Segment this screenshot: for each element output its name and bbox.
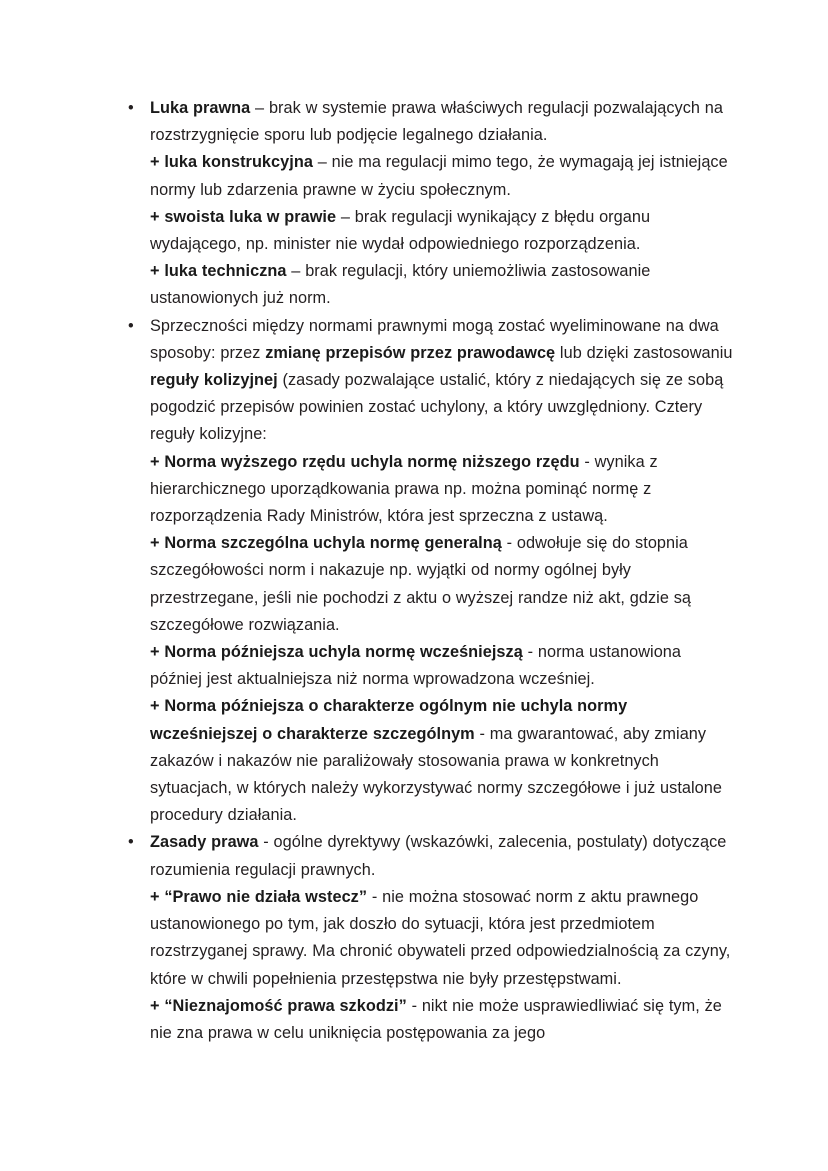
separator-dash: -: [501, 534, 517, 553]
paragraph-zasada-prawo-nie-dziala-wstecz: [150, 884, 735, 993]
paragraph-luka-prawna-def: [150, 95, 735, 149]
term-definition: norma ustanowiona później jest aktualniejsza niż norma wprowadzona wcześniej.: [150, 643, 682, 689]
bullet-point-icon: •: [128, 316, 134, 335]
separator-dash: -: [367, 887, 383, 906]
separator-dash: -: [406, 996, 422, 1015]
term-definition: ogólne dyrektywy (wskazówki, zalecenia, postulaty) dotyczące rozumienia regulacji prawnych.: [150, 833, 727, 879]
separator-dash: –: [286, 262, 306, 281]
emphasis-text: reguły kolizyjnej: [150, 371, 278, 390]
paragraph-swoista-luka-w-prawie: [150, 204, 735, 258]
term-label: + swoista luka w prawie: [150, 207, 337, 226]
paragraph-luka-konstrukcyjna: [150, 149, 735, 203]
term-label: Luka prawna: [150, 99, 251, 117]
term-label: + luka techniczna: [150, 262, 287, 281]
term-definition: ma gwarantować, aby zmiany zakazów i nakazów nie paraliżowały stosowania prawa w konkretnych sytuacjach, w których należy wykorzystywać normy szczegółowe i już ustalone procedury działania.: [150, 724, 722, 825]
document-body: [128, 95, 735, 1047]
body-text: Sprzeczności między normami prawnymi mogą zostać wyeliminowane na dwa sposoby: przez: [150, 316, 719, 362]
paragraph-sprzecznosci-intro: [150, 313, 735, 449]
paragraph-zasada-nieznajomosc-prawa-szkodzi: [150, 993, 735, 1047]
term-definition: brak w systemie prawa właściwych regulacji pozwalających na rozstrzygnięcie sporu lub podjęcie legalnego działania.: [150, 99, 724, 145]
bullet-point-icon: •: [128, 99, 134, 117]
term-definition: brak regulacji wynikający z błędu organu wydającego, np. minister nie wydał odpowiedniego rozporządzenia.: [150, 207, 651, 254]
bullet-item-sprzecznosci-miedzy-normami: [128, 313, 735, 830]
term-definition: nikt nie może usprawiedliwiać się tym, że nie zna prawa w celu uniknięcia postępowania za jego: [150, 996, 722, 1042]
term-label: + “Prawo nie działa wstecz”: [150, 887, 368, 906]
separator-dash: -: [522, 643, 538, 662]
paragraph-regula-norma-pozniejsza-ogolna: [150, 693, 735, 829]
term-label: + “Nieznajomość prawa szkodzi”: [150, 996, 407, 1015]
bullet-point-icon: •: [128, 833, 134, 852]
body-text: lub dzięki zastosowaniu: [555, 343, 733, 362]
term-definition: nie można stosować norm z aktu prawnego ustanowionego po tym, jak doszło do sytuacji, która jest przedmiotem rozstrzyganej sprawy. Ma chronić obywateli przed odpowiedzialnością za czyny, które w chwili popełnienia przestępstwa nie były przestępstwami.: [150, 887, 731, 988]
separator-dash: –: [336, 207, 355, 226]
term-label: + Norma wyższego rzędu uchyla normę niższego rzędu: [150, 452, 580, 471]
emphasis-text: zmianę przepisów przez prawodawcę: [265, 343, 556, 362]
term-label: + Norma późniejsza uchyla normę wcześniejszą: [150, 643, 523, 662]
body-text: (zasady pozwalające ustalić, który z niedających się ze sobą pogodzić przepisów powinien zostać uchylony, a który uwzględniony. Cztery reguły kolizyjne:: [150, 371, 724, 444]
term-definition: wynika z hierarchicznego uporządkowania prawa np. można pominąć normę z rozporządzenia Rady Ministrów, która jest sprzeczna z ustawą.: [150, 452, 658, 526]
term-label: + luka konstrukcyjna: [150, 153, 313, 172]
paragraph-regula-norma-szczegolna: [150, 530, 735, 639]
term-definition: nie ma regulacji mimo tego, że wymagają jej istniejące normy lub zdarzenia prawne w życiu społecznym.: [150, 153, 728, 199]
separator-dash: –: [312, 153, 332, 172]
paragraph-regula-norma-pozniejsza: [150, 639, 735, 693]
separator-dash: –: [250, 99, 269, 117]
term-label: Zasady prawa: [150, 833, 259, 852]
separator-dash: -: [474, 724, 490, 743]
paragraph-zasady-prawa-def: [150, 829, 735, 883]
separator-dash: -: [579, 452, 595, 471]
paragraph-regula-norma-wyzszego-rzedu: [150, 449, 735, 531]
paragraph-luka-techniczna: [150, 258, 735, 312]
bullet-item-luka-prawna: [128, 95, 735, 313]
term-definition: odwołuje się do stopnia szczegółowości norm i nakazuje np. wyjątki od normy ogólnej były przestrzegane, jeśli nie pochodzi z aktu o wyższej randze niż akt, gdzie są szczegółowe rozwiązania.: [150, 534, 691, 634]
separator-dash: -: [258, 833, 274, 852]
term-label: + Norma szczególna uchyla normę generalną: [150, 534, 502, 553]
term-definition: brak regulacji, który uniemożliwia zastosowanie ustanowionych już norm.: [150, 262, 651, 308]
term-label: + Norma późniejsza o charakterze ogólnym nie uchyla normy wcześniejszej o charakterze szczególnym: [150, 697, 628, 743]
bullet-item-zasady-prawa: [128, 829, 735, 1047]
